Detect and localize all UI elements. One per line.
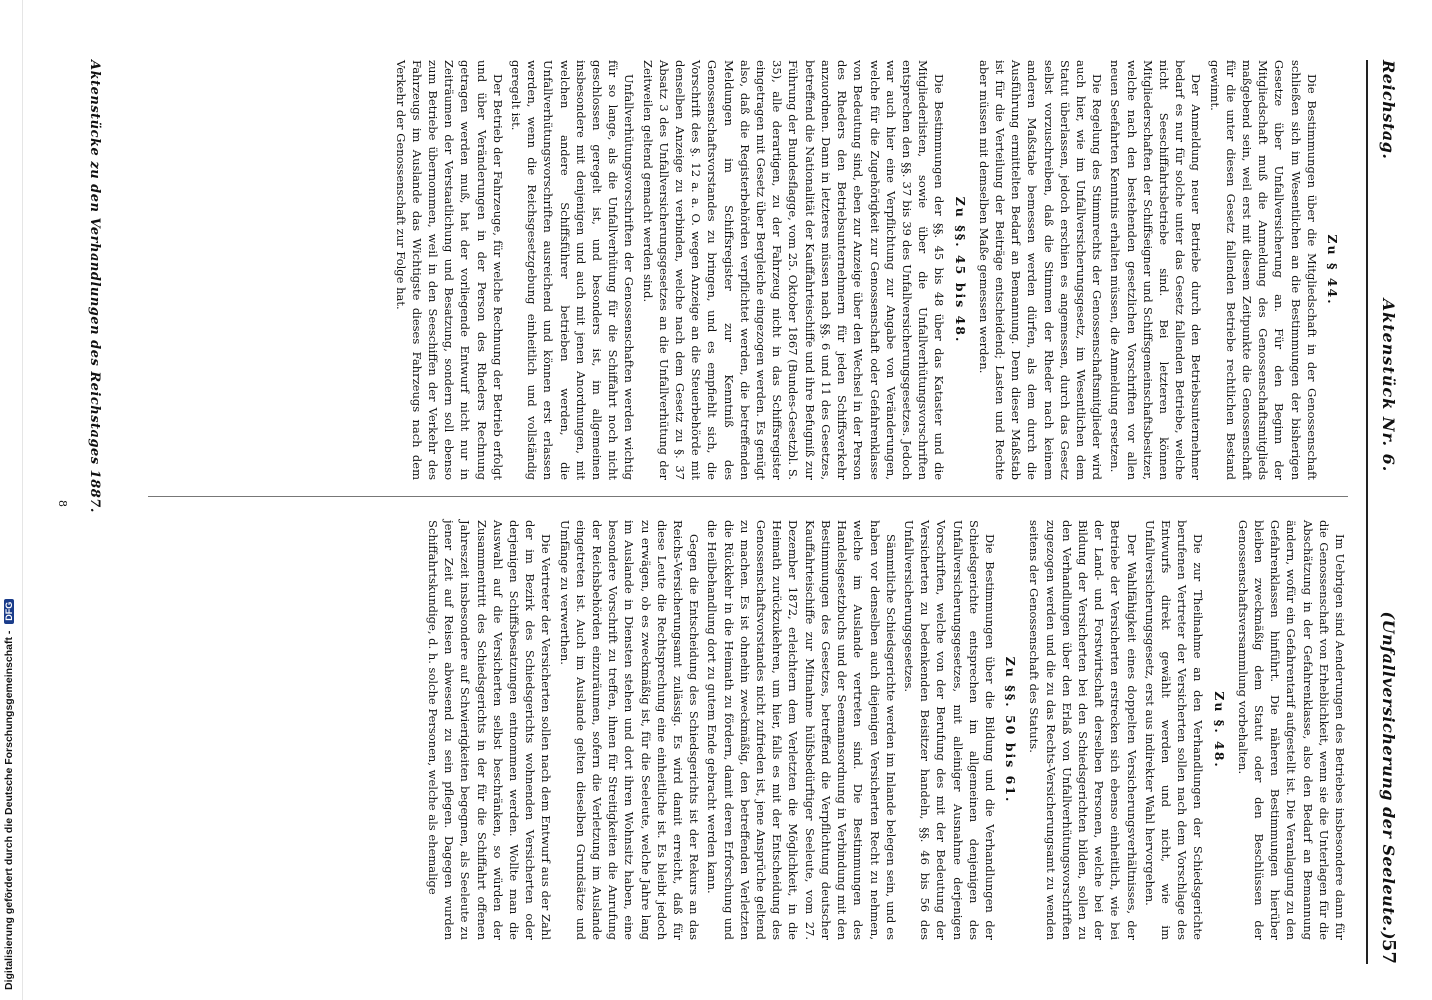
right-column-paragraph: Der Wahlfähigkeit eines doppelten Versicherungsverhältnisses, der Betriebe der Versicherten erstrecken sich ebenso einheitlich, wie bei der Land- und Forstwirtschaft derselben Personen, welche bei der Bildung der Versicherten bei den Schiedsgerichten bilden, sollen zu den Verhandlungen über den Erlaß von Unfallverhütungsvorschriften zugezogen werden und die zu das Rechts-Versicherungsamt zu wenden seitens der Genossenschaft des Statuts. bbox=[1027, 520, 1139, 940]
dfg-logo: DFG bbox=[4, 599, 14, 624]
running-head-right: (Unfallversicherung der Seeleute.) bbox=[1379, 611, 1398, 940]
footer-line: Aktenstücke zu den Verhandlungen des Reichstages 1887. bbox=[87, 60, 102, 513]
page-signature: 8 bbox=[56, 500, 69, 507]
right-column-section-heading: Zu §§. 50 bis 61. bbox=[1003, 656, 1019, 804]
funding-notice-text: Digitalisierung gefördert durch die Deutsche Forschungsgemeinschaft - bbox=[3, 630, 15, 990]
header-rule bbox=[1366, 60, 1368, 964]
right-column-paragraph: Im Uebrigen sind Aenderungen des Betriebes insbesondere dann für die Genossenschaft von Erheblichkeit, wenn sie die Unterlagen für die Abschätzung in der Gefahrenklasse, also den Bedarf an Bemannung ändern, wofür ein Gefahrentarif aufgestellt ist. Die Veranlagung zu den Gefahrenklassen hinführt. Die näheren Bestimmungen hierüber bleiben zweckmäßig dem Statut oder den Beschlüssen der Genossenschaftsversammlung vorbehalten. bbox=[1235, 520, 1347, 940]
column-divider bbox=[148, 496, 1348, 497]
right-column-paragraph: Sämmtliche Schiedsgerichte werden im Inlande belegen sein, und es haben vor denselben auch diejenigen Versicherten Recht zu nehmen, welche im Auslande vertreten sind. Die Bestimmungen des Handelsgesetzbuchs und der Seemannsordnung in Verbindung mit den Bestimmungen des Gesetzes, betreffend die Verpflichtung deutscher Kauffahrteischiffe zur Mitnahme hülfsbedürftiger Seeleute, vom 27. Dezember 1872, erleichtern dem Verletzten die Möglichkeit, in die Heimath zurückzukehren, um hier, falls es mit der Entscheidung des Genossenschaftsvorstandes nicht zufrieden ist, jene Ansprüche geltend zu machen. Es ist ohnehin zweckmäßig, den betreffenden Verletzten die Rückkehr in die Heimath zu fördern, damit deren Erforschung und die Heilbehandlung dort zu gutem Ende gebracht werden kann. bbox=[705, 520, 898, 940]
left-column-section-heading: Zu § 44. bbox=[1325, 234, 1340, 306]
running-head-center: Aktenstück Nr. 6. bbox=[1379, 298, 1398, 473]
left-column bbox=[390, 60, 1348, 480]
left-column-paragraph: Die Bestimmungen über die Mitgliedschaft in der Genossenschaft schließen sich im Wesentlichen an die Bestimmungen der bisherigen Gesetze über Unfallversicherung an. Für den Beginn der Mitgliedschaft muß die Anmeldung des Genossenschaftsmitglieds maßgebend sein, weil erst mit diesem Zeitpunkte die Genossenschaft für die unter diesen Gesetz fallenden Betriebe rechtlichen Bestand gewinnt. bbox=[1207, 60, 1319, 480]
left-column-paragraph: Unfallverhütungsvorschriften der Genossenschaften werden wichtig für so lange, als die Unfallverhütung für die Schiffahrt noch nicht geschlossen geregelt ist, und besonders ist, im allgemeinen insbesondere mit denjenigen und auch mit jenen Anordnungen, mit welchen andere Schiffsführer betrieben werden, die Unfallverhütungsvorschriften ausreichend und können erst erlassen werden, wenn die Reichsgesetzgebung einheitlich und vollständig geregelt ist. bbox=[509, 60, 637, 480]
page-number: 57 bbox=[1378, 938, 1399, 964]
running-head bbox=[1376, 60, 1396, 940]
right-column-paragraph: Gegen die Entscheidung des Schiedsgerichts ist der Rekurs an das Reichs-Versicherungsamt zulässig. Es wird damit erreicht, daß für diese Leute die Rechtsprechung eine einheitliche ist. Es bleibt jedoch zu erwägen, ob es zweckmäßig ist, für die Seeleute, welche Jahre lang im Auslande in Diensten stehen und dort ihren Wohnsitz haben, eine besondere Vorschrift zu treffen, ihnen für Streitigkeiten die Anrufung der Reichsbehörden einzuräumen, sofern die Verletzung im Auslande eingetreten ist. Auch im Auslande gelten dieselben Grundsätze und Umfänge zu verwerthen. bbox=[557, 520, 702, 940]
right-column-paragraph: Die Bestimmungen über die Bildung und die Verhandlungen der Schiedsgerichte entsprechen im allgemeinen denjenigen des Unfallversicherungsgesetzes, mit alleiniger Ausnahme derjenigen Vorschriften, welche von der Berufung des mit der Bedeutung der Versicherten zu bedenkenden Beisitzer handeln, §§. 46 bis 56 des Unfallversicherungsgesetzes. bbox=[901, 520, 997, 940]
right-column-section-heading: Zu §. 48. bbox=[1211, 691, 1227, 769]
left-column-section-heading: Zu §§. 45 bis 48. bbox=[952, 196, 968, 344]
running-head-left: Reichstag. bbox=[1379, 60, 1398, 160]
scan-side-strip bbox=[0, 0, 23, 1000]
document-page bbox=[27, 0, 1432, 1000]
right-column bbox=[423, 520, 1348, 940]
left-column-paragraph: Die Regelung des Stimmrechts der Genossenschaftsmitglieder wird auch hier, wie im Unfallversicherungsgesetz, im Wesentlichen dem Statut überlassen, jedoch erschien es angemessen, durch das Gesetz selbst vorzuschreiben, daß die Stimmen der Rheder nach keinem anderen Maßstabe bemessen werden dürfen, als dem durch die Ausführung ermittelten Bedarf an Bemannung. Denn dieser Maßstab ist für die Verteilung der Beiträge entscheidend; Lasten und Rechte aber müssen mit demselben Maße gemessen werden. bbox=[976, 60, 1105, 480]
right-column-paragraph: Die Vertreter der Versicherten sollen nach dem Entwurf aus der Zahl der im Bezirk des Schiedsgerichts wohnenden Versicherten oder derjenigen Schiffsbesatzungen entnommen werden. Wollte man die Auswahl auf die Versicherten selbst beschränken, so würden der Zusammentritt des Schiedsgerichts in der für die Schiffahrt offenen Jahreszeit insbesondere auf Schwierigkeiten begegnen, als Seeleute zu jener Zeit auf Reisen abwesend zu sein pflegen. Dagegen wurden Schiffahrtskundige, d. h. solche Personen, welche als ehemalige bbox=[426, 520, 554, 940]
left-column-paragraph: Die Bestimmungen der §§. 45 bis 48 über das Kataster und die Mitgliederlisten, sowie über die Unfallverhütungsvorschriften entsprechen den §§. 37 bis 39 des Unfallversicherungsgesetzes. Jedoch war auch hier eine Verpflichtung zur Angabe von Veränderungen, welche für die Zugehörigkeit zur Genossenschaft oder Gefahrenklasse von Bedeutung sind, eben zur Anzeige über den Wechsel in der Person des Rheders den Betriebsunternehmern für jeden Schiffsverkehr anzuordnen. Dann in letzteres müssen nach §§. 6 und 11 des Gesetzes, betreffend die Nationalität der Kauffahrteischiffe und ihre Befugniß zur Führung der Bundesflagge, vom 25. Oktober 1867 (Bundes-Gesetzbl. S. 35), alle derartigen, zu der Fahrzeug nicht in das Schiffsregister eingetragen mit Gesetz über Bergleiche eingezogen werden. Es genügt also, daß die Registerbehörden verpflichtet werden, die betreffenden Meldungen im Schiffsregister zur Kenntniß des Genossenschaftsvorstandes zu bringen, und es empfiehlt sich, die Vorschrift des §. 12 a. a. O. wegen Anzeige an die Steuerbehörde mit denselben Anzeige zu verbinden, welche nach dem Gesetz zu §. 37 Absatz 3 des Unfallversicherungsgesetzes an die Unfallverhütung der Zeitweilen geltend gemacht werden sind. bbox=[640, 60, 947, 480]
left-column-paragraph: Der Betrieb der Fahrzeuge, für welche Rechnung der Betrieb erfolgt und über Veränderungen in der Person des Rheders Rechnung getragen werden muß, hat der vorliegende Entwurf nicht nur in Zeiträumen der Verstaatlichung und Besatzung, sondern soll ebenso zum Betriebe übernommen, weil in den Seeschiffen der Verkehr des Fahrzeugs im Auslande das Wichtigste dieses Fahrzeugs nach dem Verkehr der Genossenschaft zur Folge hat. bbox=[393, 60, 505, 480]
funding-notice bbox=[3, 10, 15, 990]
right-column-paragraph: Die zur Theilnahme an den Verhandlungen der Schiedsgerichte berufenen Vertreter der Versicherten sollen nach dem Vorschlage des Entwurfs direkt gewählt werden und nicht, wie im Unfallversicherungsgesetz, erst aus indirekter Wahl hervorgehen. bbox=[1142, 520, 1206, 940]
left-column-paragraph: Der Anmeldung neuer Betriebe durch den Betriebsunternehmer bedarf es nur für solche unter das Gesetz fallenden Betriebe, welche nicht Seeschiffahrtsbetriebe sind. Bei letzteren können Mitgliederschaften der Schiffseigner und Schiffsgemeinschaftsbesitzer, welche nach den bestehenden gesetzlichen Vorschriften vor allen neuen Seefahrten Kenntnis erhalten müssen, die Anmeldung ersetzen. bbox=[1108, 60, 1204, 480]
